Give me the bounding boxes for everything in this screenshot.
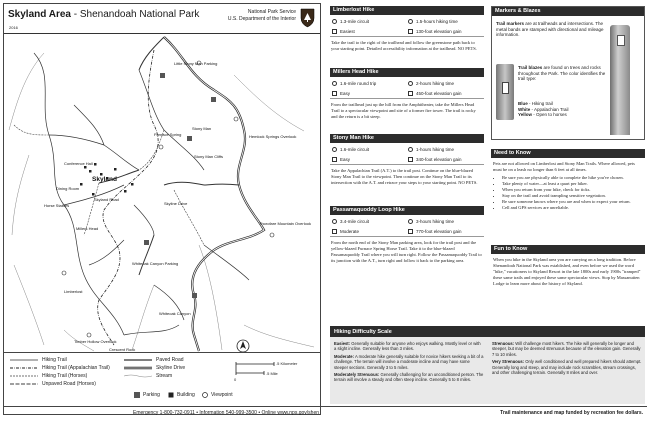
hike-distance (332, 219, 369, 224)
legend-horse-trail-label: Hiking Trail (Horses) (42, 373, 88, 379)
hike-time (408, 219, 454, 224)
easiest-label: Easiest: (334, 341, 351, 346)
difficulty-scale (330, 326, 645, 404)
hike-limberlost (330, 6, 484, 55)
nps-agency (228, 9, 296, 23)
label-dining-room: Dining Room (56, 186, 80, 191)
label-hemlock: Hemlock Springs Overlook (249, 134, 297, 139)
difficulty-strenuous (492, 341, 642, 357)
tree-blaze-icon (496, 64, 514, 120)
hike-gain-text: 340-foot elevation gain (416, 157, 462, 162)
trail-blazes-bold: Trail blazes (518, 65, 543, 70)
elevation-icon (408, 157, 413, 162)
blaze-yellow-desc: - Open to horses (532, 112, 567, 118)
page-footer (3, 406, 647, 418)
mod-strenuous-desc: Generally challenging for an unconditioned person. The terrain will involve a steady and often steep incline. Generally 5 to 8 miles. (334, 372, 484, 383)
hike-difficulty (332, 91, 350, 96)
hike-difficulty (332, 29, 355, 34)
route-icon (332, 81, 337, 86)
legend-at-label: Hiking Trail (Appalachian Trail) (42, 365, 110, 371)
map-scale (234, 360, 298, 384)
legend-stream-label: Stream (156, 373, 173, 379)
label-stony-man-cliffs: Stony Man Cliffs (194, 154, 224, 159)
clock-icon (408, 81, 413, 86)
hike-distance-text: 1.6-mile circuit (340, 147, 370, 152)
need-to-know-intro: Pets are not allowed on Limberlost and Stony Man Trails. Where allowed, pets must be on a leash no longer than 6 feet at all times. (493, 161, 635, 172)
blaze-yellow (518, 112, 610, 118)
markers-blazes-box (491, 6, 645, 140)
hike-gain-text: 450-foot elevation gain (416, 91, 462, 96)
list-item: • Take plenty of water—at least a quart per hiker. (502, 181, 643, 187)
label-millers-head: Millers Head (76, 226, 99, 231)
clock-icon (408, 19, 413, 24)
hike-distance (332, 19, 369, 24)
label-furnace-spring: Furnace Spring (154, 132, 182, 137)
blaze-blue-label: Blue (518, 101, 528, 106)
hike-stats (330, 143, 484, 165)
hike-title: Passamaquoddy Loop Hike (330, 206, 484, 215)
hike-title: Stony Man Hike (330, 134, 484, 143)
route-icon (332, 19, 337, 24)
map-title (8, 9, 199, 20)
hike-difficulty-text: Easy (340, 91, 351, 96)
hike-time (408, 19, 458, 24)
strenuous-label: Strenuous: (492, 341, 515, 346)
hike-description: Take the Appalachian Trail (A.T.) to the trail post. Continue on the blue-blazed Stony Man Trail to the viewpoint. Then continue on the Stony Man Trail to its intersection with the A.T. and retrace your steps to your starting point. NO PETS. (331, 168, 478, 185)
difficulty-title: Hiking Difficulty Scale (330, 328, 645, 337)
blaze-white-label: White (518, 106, 531, 112)
nps-line2: U.S. Department of the Interior (227, 15, 296, 22)
route-icon (332, 219, 337, 224)
scale-km: .5 Kilometer (276, 361, 298, 366)
footer-contact: Emergency 1-800-732-0911 • Information 540-999-3500 • Online www.nps.gov/shen (133, 410, 320, 416)
legend-viewpoint-label: Viewpoint (211, 392, 233, 398)
hike-time-text: 3-hours hiking time (416, 219, 455, 224)
nps-line1: National Park Service (247, 9, 296, 15)
difficulty-icon (332, 229, 337, 234)
label-whiteoak-canyon: Whiteoak Canyon (159, 311, 191, 316)
trail-markers-text (496, 21, 606, 38)
label-whiteoak-parking: Whiteoak Canyon Parking (132, 261, 179, 266)
hike-difficulty-text: Moderate (340, 229, 360, 234)
hike-gain (408, 157, 462, 162)
label-limberlost: Limberlost (64, 289, 83, 294)
skyline-drive-road (164, 37, 264, 351)
hike-stats (330, 215, 484, 237)
blaze-blue-desc: - Hiking trail (527, 101, 553, 106)
hike-title: Millers Head Hike (330, 68, 484, 77)
clock-icon (408, 219, 413, 224)
label-thorofare: Thorofare Mountain Overlook (259, 221, 312, 226)
hike-time-text: 1.5-hours hiking time (416, 19, 458, 24)
difficulty-icon (332, 29, 337, 34)
moderate-desc: A moderate hike generally suitable for novice hikers seeking a bit of a challenge. The terrain will involve a moderate incline and may have some steeper sections. Generally 3 to 5 miles. (334, 353, 484, 370)
blaze-colors (518, 101, 610, 118)
hike-distance (332, 147, 369, 152)
hike-difficulty (332, 229, 359, 234)
easiest-desc: Generally suitable for anyone who enjoys walking. Mostly level or with a slight incline. Generally less than 3 miles. (334, 341, 481, 352)
blaze-yellow-label: Yellow (518, 112, 533, 118)
fun-to-know-title: Fun to Know (491, 245, 645, 254)
strenuous-desc: Will challenge most hikers. The hike will generally be longer and steeper, but may be deemed strenuous because of the elevation gain. Generally 7 to 10 miles. (492, 341, 641, 357)
hike-time-text: 2-hours hiking time (416, 81, 455, 86)
list-item: • Cell and GPS services are unreliable. (502, 205, 643, 211)
list-item: • Stay on the trail and avoid trampling sensitive vegetation. (502, 193, 643, 199)
hike-stony-man (330, 134, 484, 189)
list-item: • When you return from your hike, check for ticks. (502, 187, 643, 193)
elevation-icon (408, 91, 413, 96)
elevation-icon (408, 229, 413, 234)
map-legend (4, 352, 320, 404)
difficulty-icon (332, 91, 337, 96)
horse-trails (14, 125, 204, 245)
clock-icon (408, 147, 413, 152)
legend-unpaved-road-label: Unpaved Road (Horses) (42, 381, 96, 387)
label-timber-hollow: Timber Hollow Overlook (74, 339, 117, 344)
hike-description: From the trailhead just up the hill from the Amphitheater, take the Millers Head Trail to a spectacular viewpoint and site of a former fire tower. The trail is rocky and the return is a bit steep. (331, 102, 476, 119)
difficulty-very-strenuous (492, 359, 642, 375)
hike-difficulty (332, 157, 350, 162)
trail-post-icon (610, 25, 630, 135)
mod-strenuous-label: Moderately Strenuous: (334, 372, 380, 378)
list-item: • Be sure you are physically able to complete the hike you've chosen. (502, 175, 643, 181)
map-title-sub: - Shenandoah National Park (73, 9, 200, 20)
label-little-stony-man: Little Stony Man Parking (174, 61, 218, 66)
blaze-white-desc: - Appalachian Trail (530, 106, 569, 112)
trail-markers-desc: are at trailheads and intersections. The metal bands are stamped with directional and mileage information. (496, 21, 604, 38)
difficulty-easiest (334, 341, 484, 352)
difficulty-moderate (334, 354, 484, 370)
map-header (4, 4, 320, 34)
markers-title: Markers & Blazes (492, 7, 644, 16)
hike-difficulty-text: Easy (340, 157, 351, 162)
hike-passamaquoddy (330, 206, 484, 267)
hike-stats (330, 77, 484, 99)
legend-hiking-trail-label: Hiking Trail (42, 357, 67, 363)
hike-description: From the north end of the Stony Man parking area, look for the trail post and the yellow-blazed Furnace Spring Horse Trail. Take it to the blue-blazed Passamaquoddy Trail where you will turn right. Follow the Passamaquoddy Trail to its junction with the A.T., turn right and follow it back to the parking area. (331, 240, 482, 263)
elevation-icon (408, 29, 413, 34)
legend-skyline-drive-label: Skyline Drive (156, 365, 186, 371)
very-strenuous-desc: Only well conditioned and well prepared hikers should attempt. Generally long and steep, and may include rock scrambles, stream crossings, and other challenging terrain. Generally 8 miles and over. (492, 359, 642, 376)
label-horse-stables: Horse Stables (44, 203, 70, 208)
scale-zero: 0 (234, 377, 237, 382)
streams (9, 53, 314, 351)
difficulty-icon (332, 157, 337, 162)
hike-gain-text: 130-foot elevation gain (416, 29, 462, 34)
fun-to-know-text: When you hike in the Skyland area you are carrying on a long tradition. Before Shenandoah National Park was established, and even before we used the word "hike," vacationers to Skyland Resort in the late 1800s and early 1900s "tramped" these same trails and enjoyed these same spectacular views. Stop by Massanutten Lodge to learn more about the history of Skyland. (493, 257, 641, 286)
hike-title: Limberlost Hike (330, 6, 484, 15)
trail-blazes-text (518, 65, 606, 82)
hike-gain (408, 91, 462, 96)
label-skyland: Skyland (92, 176, 117, 183)
label-conference-hall: Conference Hall (64, 161, 93, 166)
need-to-know-title: Need to Know (491, 149, 645, 158)
difficulty-col-left (334, 341, 484, 385)
trail-markers-bold: Trail markers (496, 21, 525, 26)
hike-time-text: 1-hours hiking time (416, 147, 455, 152)
hike-stats (330, 15, 484, 37)
need-to-know-body (491, 158, 645, 214)
map-title-main: Skyland Area (8, 9, 71, 20)
moderate-label: Moderate: (334, 353, 355, 359)
hike-distance-text: 3.4-mile circuit (340, 219, 370, 224)
map-panel (3, 3, 321, 415)
hike-gain-text: 770-foot elevation gain (416, 229, 462, 234)
route-icon (332, 147, 337, 152)
nps-arrowhead-logo-icon (300, 8, 315, 28)
hike-gain (408, 229, 462, 234)
label-crescent-rock: Crescent Rock (109, 347, 136, 352)
hike-distance (332, 81, 376, 86)
legend-building-label: Building (177, 392, 195, 398)
hike-description: Take the trail to the right of the trailhead and follow the greenstone path back to your starting point. Detailed accessibility information at the trailhead. NO PETS. (331, 40, 477, 51)
legend-parking-label: Parking (143, 392, 160, 398)
need-to-know-list (493, 175, 643, 211)
list-item: • Be sure someone knows where you are and when to expect your return. (502, 199, 643, 205)
label-skyline-drive: Skyline Drive (164, 201, 188, 206)
legend-paved-road-label: Paved Road (156, 357, 184, 363)
footer-funding: Trail maintenance and map funded by recreation fee dollars. (500, 410, 643, 416)
hike-distance-text: 1.6-mile round trip (340, 81, 377, 86)
fun-to-know (491, 245, 645, 290)
hike-gain (408, 29, 462, 34)
very-strenuous-label: Very Strenuous: (492, 359, 525, 365)
difficulty-mod-strenuous (334, 372, 484, 383)
need-to-know (491, 149, 645, 214)
hike-time (408, 81, 454, 86)
difficulty-col-right (492, 341, 642, 377)
hike-millers-head (330, 68, 484, 123)
hike-distance-text: 1.3-mile circuit (340, 19, 370, 24)
scale-mile: .5 Mile (266, 371, 278, 376)
hike-time (408, 147, 454, 152)
trail-blazes-desc: are found on trees and rocks throughout the Park. The color identifies the trail type: (518, 65, 606, 82)
trail-map (4, 35, 320, 352)
hike-difficulty-text: Easiest (340, 29, 355, 34)
map-year: 2016 (9, 25, 18, 30)
label-skyland-road: Skyland Road (94, 197, 119, 202)
label-stony-man: Stony Man (192, 126, 212, 131)
